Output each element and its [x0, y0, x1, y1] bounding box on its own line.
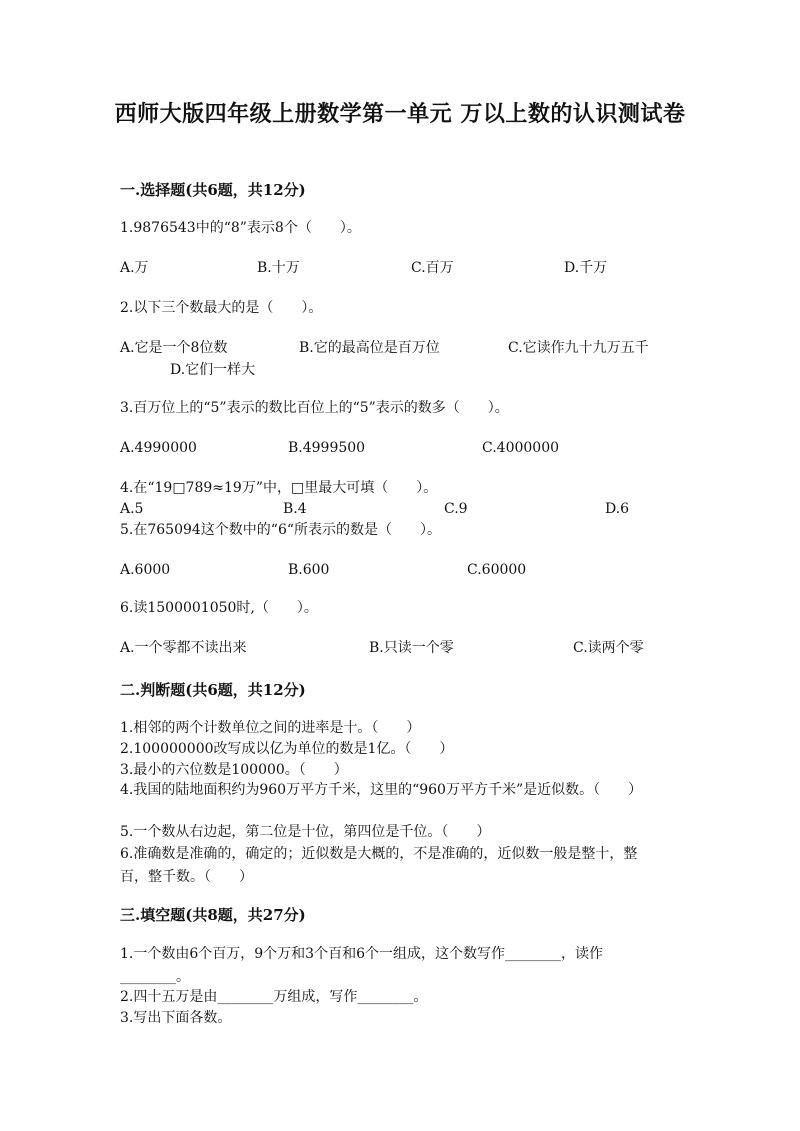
question-stem: 4.在“19□789≈19万”中，□里最大可填（ ）。 — [120, 480, 438, 496]
section-title-choice: 一.选择题(共6题，共12分) — [120, 181, 306, 199]
option-a: A.它是一个8位数 — [120, 340, 228, 356]
fill-item: 1.一个数由6个百万，9个万和3个百和6个一组成，这个数写作________，读作________。 — [120, 946, 603, 985]
option-d: D.它们一样大 — [170, 362, 256, 378]
question-stem: 5.在765094这个数中的“6“所表示的数是（ ）。 — [120, 522, 442, 538]
section-title-fill: 三.填空题(共8题，共27分) — [120, 906, 306, 924]
question-stem: 1.9876543中的“8”表示8个（ ）。 — [120, 220, 361, 236]
option-c: C.读两个零 — [573, 640, 644, 656]
option-d: D.6 — [605, 501, 630, 517]
option-c: C.4000000 — [482, 440, 560, 456]
judge-item: 1.相邻的两个计数单位之间的进率是十。（ ） — [120, 720, 421, 736]
question-stem: 2.以下三个数最大的是（ ）。 — [120, 300, 323, 316]
fill-item: 3.写出下面各数。 — [120, 1010, 232, 1026]
judge-item: 3.最小的六位数是100000。（ ） — [120, 762, 348, 778]
option-a: A.5 — [120, 501, 144, 517]
judge-item: 4.我国的陆地面积约为960万平方千米，这里的“960万平方千米”是近似数。（ ） — [120, 782, 643, 798]
fill-item: 2.四十五万是由________万组成，写作________。 — [120, 989, 428, 1005]
option-b: B.4 — [283, 501, 307, 517]
judge-item: 2.100000000改写成以亿为单位的数是1亿。（ ） — [120, 741, 454, 757]
option-b: B.十万 — [257, 260, 300, 276]
option-a: A.6000 — [120, 562, 171, 578]
option-c: C.9 — [444, 501, 468, 517]
option-a: A.4990000 — [120, 440, 197, 456]
option-c: C.百万 — [411, 260, 454, 276]
question-stem: 6.读1500001050时,（ ）。 — [120, 600, 318, 616]
section-title-judge: 二.判断题(共6题，共12分) — [120, 681, 306, 699]
option-c: C.它读作九十九万五千 — [508, 340, 649, 356]
judge-item: 5.一个数从右边起，第二位是十位，第四位是千位。（ ） — [120, 824, 491, 840]
page-title: 西师大版四年级上册数学第一单元 万以上数的认识测试卷 — [114, 101, 686, 127]
judge-item: 6.准确数是准确的，确定的；近似数是大概的，不是准确的，近似数一般是整十，整百，整千数。（ ） — [120, 846, 638, 885]
option-d: D.千万 — [564, 260, 608, 276]
option-b: B.只读一个零 — [369, 640, 454, 656]
option-c: C.60000 — [467, 562, 527, 578]
option-a: A.一个零都不读出来 — [120, 640, 247, 656]
option-b: B.它的最高位是百万位 — [299, 340, 440, 356]
option-b: B.4999500 — [288, 440, 366, 456]
option-b: B.600 — [288, 562, 330, 578]
option-a: A.万 — [120, 260, 149, 276]
question-stem: 3.百万位上的“5”表示的数比百位上的“5”表示的数多（ ）。 — [120, 400, 509, 416]
